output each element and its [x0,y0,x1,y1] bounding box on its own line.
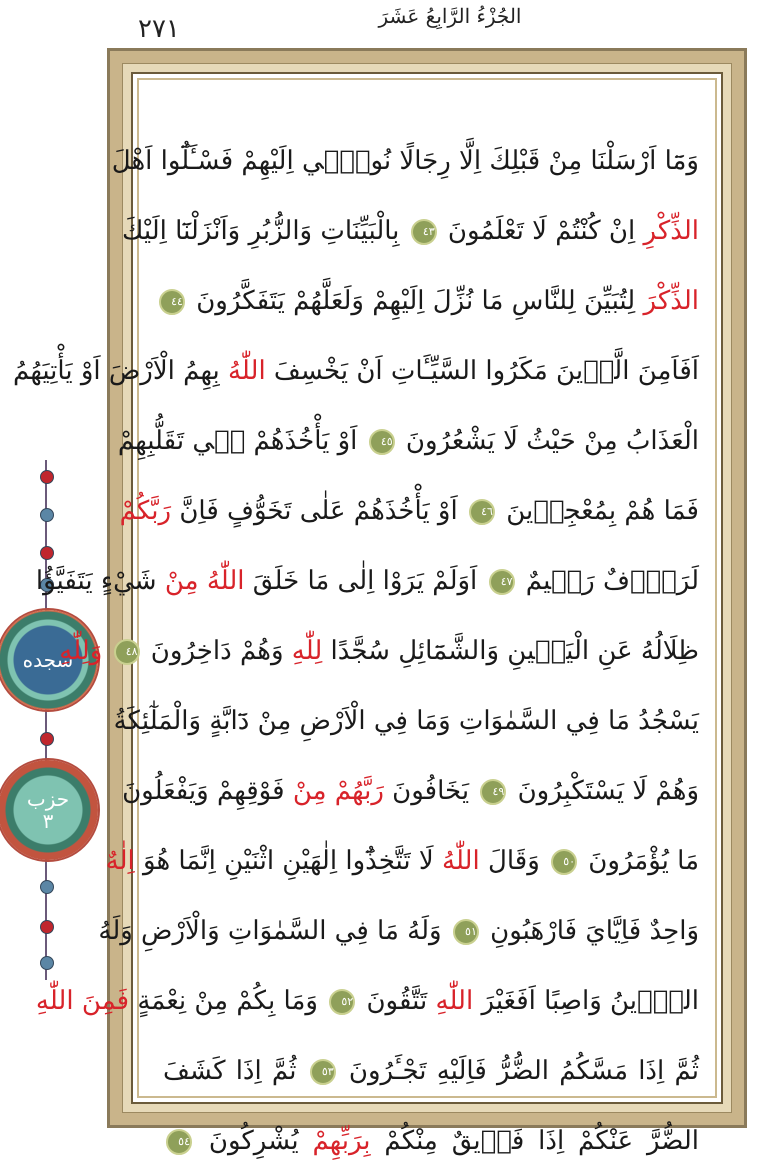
text-line [113,686,699,756]
verse-text: بِالْبَيِّنَاتِ وَالزُّبُرِ وَاَنْزَلْنَٓا اِلَيْكَ [122,216,408,246]
ornament-bead [40,920,54,934]
divine-name-text: الذِّكْرَ [643,286,699,316]
ornament-bead [40,508,54,522]
divine-name-text: اِلٰهٌ [105,846,135,876]
text-line [163,1036,699,1106]
text-line [119,476,699,546]
verse-text: وَمَٓا اَرْسَلْنَا مِنْ قَبْلِكَ اِلَّا رِجَالًا نُوحٖٓي اِلَيْهِمْ فَسْـَٔلُٓوا اَهْلَ [111,146,699,176]
sajdah-label: سجده [22,648,74,672]
verse-text: اِنْ كُنْتُمْ لَا تَعْلَمُونَ [439,216,644,246]
divine-name-text: رَبَّهُمْ مِنْ [292,776,384,806]
page-number: ٢٧١ [138,14,180,44]
verse-text: شَيْءٍ يَتَفَيَّؤُا [35,566,165,596]
verse-text: لَرَؤُ۫فٌ رَحٖيمٌ [517,566,699,596]
verse-text: يُشْرِكُونَ [195,1126,313,1156]
hizb-label: حزب [26,787,70,811]
text-line [98,896,699,966]
verse-text: اَوْ يَأْخُذَهُمْ عَلٰى تَخَوُّفٍ فَاِنَّ [171,496,466,526]
text-line [105,826,699,896]
ayah-marker: ٥٤ [166,1129,192,1155]
divine-name-text: اللّٰهُ [442,846,480,876]
verse-text: وَاحِدٌ فَاِيَّايَ فَارْهَبُونِ [481,916,699,946]
text-line [13,336,699,406]
divine-name-text: فَمِنَ اللّٰهِ [35,986,130,1016]
verse-text: اَوَلَمْ يَرَوْا اِلٰى مَا خَلَقَ [244,566,486,596]
text-line [111,126,699,196]
divine-name-text: لِلّٰهِ [291,636,323,666]
verse-text: الضُّرَّ عَنْكُمْ اِذَا فَرٖيقٌ مِنْكُمْ [370,1126,699,1156]
verse-text: تَتَّقُونَ [358,986,436,1016]
ayah-marker: ٥٣ [310,1059,336,1085]
verse-text: فَوْقِهِمْ وَيَفْعَلُونَ [122,776,293,806]
ayah-marker: ٥٠ [551,849,577,875]
ayah-marker: ٤٥ [369,429,395,455]
text-line [59,616,699,686]
verse-text: يَخَافُونَ [383,776,478,806]
divine-name-text: وَلِلّٰهِ [59,636,111,666]
ayah-marker: ٤٤ [159,289,185,315]
hizb-medallion [0,760,98,860]
ayah-marker: ٤٦ [469,499,495,525]
divine-name-text: اللّٰهُ مِنْ [164,566,245,596]
text-line [122,756,699,826]
divine-name-text: اللّٰهِ [435,986,474,1016]
ornament-bead [40,880,54,894]
verse-text: لِتُبَيِّنَ لِلنَّاسِ مَا نُزِّلَ اِلَيْهِمْ وَلَعَلَّهُمْ يَتَفَكَّرُونَ [187,286,644,316]
ayah-marker: ٤٨ [114,639,140,665]
verse-text: لَا تَتَّخِذُٓوا اِلٰهَيْنِ اثْنَيْنِ اِنَّمَا هُوَ [134,846,442,876]
ornament-bead [40,732,54,746]
page-header [0,0,760,50]
verse-text: ظِلَالُهُ عَنِ الْيَمٖينِ وَالشَّمَٓائِلِ سُجَّدًا [322,636,699,666]
verse-text: وَقَالَ [479,846,549,876]
hizb-number: ٣ [42,809,54,833]
verse-text: وَمَا بِكُمْ مِنْ نِعْمَةٍ [129,986,327,1016]
margin-ornaments [0,460,100,980]
text-line [35,546,699,616]
text-line [163,1106,699,1176]
verse-text: يَسْجُدُ مَا فِي السَّمٰوَاتِ وَمَا فِي الْاَرْضِ مِنْ دَٓابَّةٍ وَالْمَلٰٓئِكَةُ [113,706,699,736]
verse-text: الْعَذَابُ مِنْ حَيْثُ لَا يَشْعُرُونَ [397,426,699,456]
divine-name-text: الذِّكْرِ [643,216,699,246]
ayah-marker: ٤٩ [480,779,506,805]
divine-name-text: بِرَبِّهِمْ [312,1126,371,1156]
verse-text: وَهُمْ لَا يَسْتَكْبِرُونَ [509,776,699,806]
verse-text: بِهِمُ الْاَرْضَ اَوْ يَأْتِيَهُمُ [13,356,228,386]
verse-text: وَهُمْ دَاخِرُونَ [142,636,292,666]
text-line [117,406,699,476]
verse-text: ثُمَّ اِذَا مَسَّكُمُ الضُّرُّ فَاِلَيْهِ تَجْـَٔرُونَ [338,1056,699,1086]
verse-text: فَمَا هُمْ بِمُعْجِزٖينَ [497,496,699,526]
divine-name-text: رَبَّكُمْ [119,496,172,526]
divine-name-text: اللّٰهُ [227,356,266,386]
verse-text: اَفَاَمِنَ الَّذٖينَ مَكَرُوا السَّيِّـَٔاتِ اَنْ يَخْسِفَ [265,356,699,386]
verse-text: مَا يُؤْمَرُونَ [580,846,699,876]
ayah-marker: ٥١ [453,919,479,945]
ayah-marker: ٥٢ [329,989,355,1015]
verse-text: ثُمَّ اِذَا كَشَفَ [163,1056,307,1086]
ornament-bead [40,470,54,484]
text-line [122,196,699,266]
verse-text: وَلَهُ مَا فِي السَّمٰوَاتِ وَالْاَرْضِ وَلَهُ [98,916,450,946]
juz-title: الجُزْءُ الرَّابِعُ عَشَرَ [378,4,522,28]
ayah-marker: ٤٣ [411,219,437,245]
verse-text: اَوْ يَأْخُذَهُمْ فٖي تَقَلُّبِهِمْ [117,426,366,456]
ornament-stem [45,460,47,980]
text-line [35,966,699,1036]
ayah-marker: ٤٧ [489,569,515,595]
text-line [163,266,699,336]
verse-text: الدّٖينُ وَاصِبًا اَفَغَيْرَ [473,986,699,1016]
